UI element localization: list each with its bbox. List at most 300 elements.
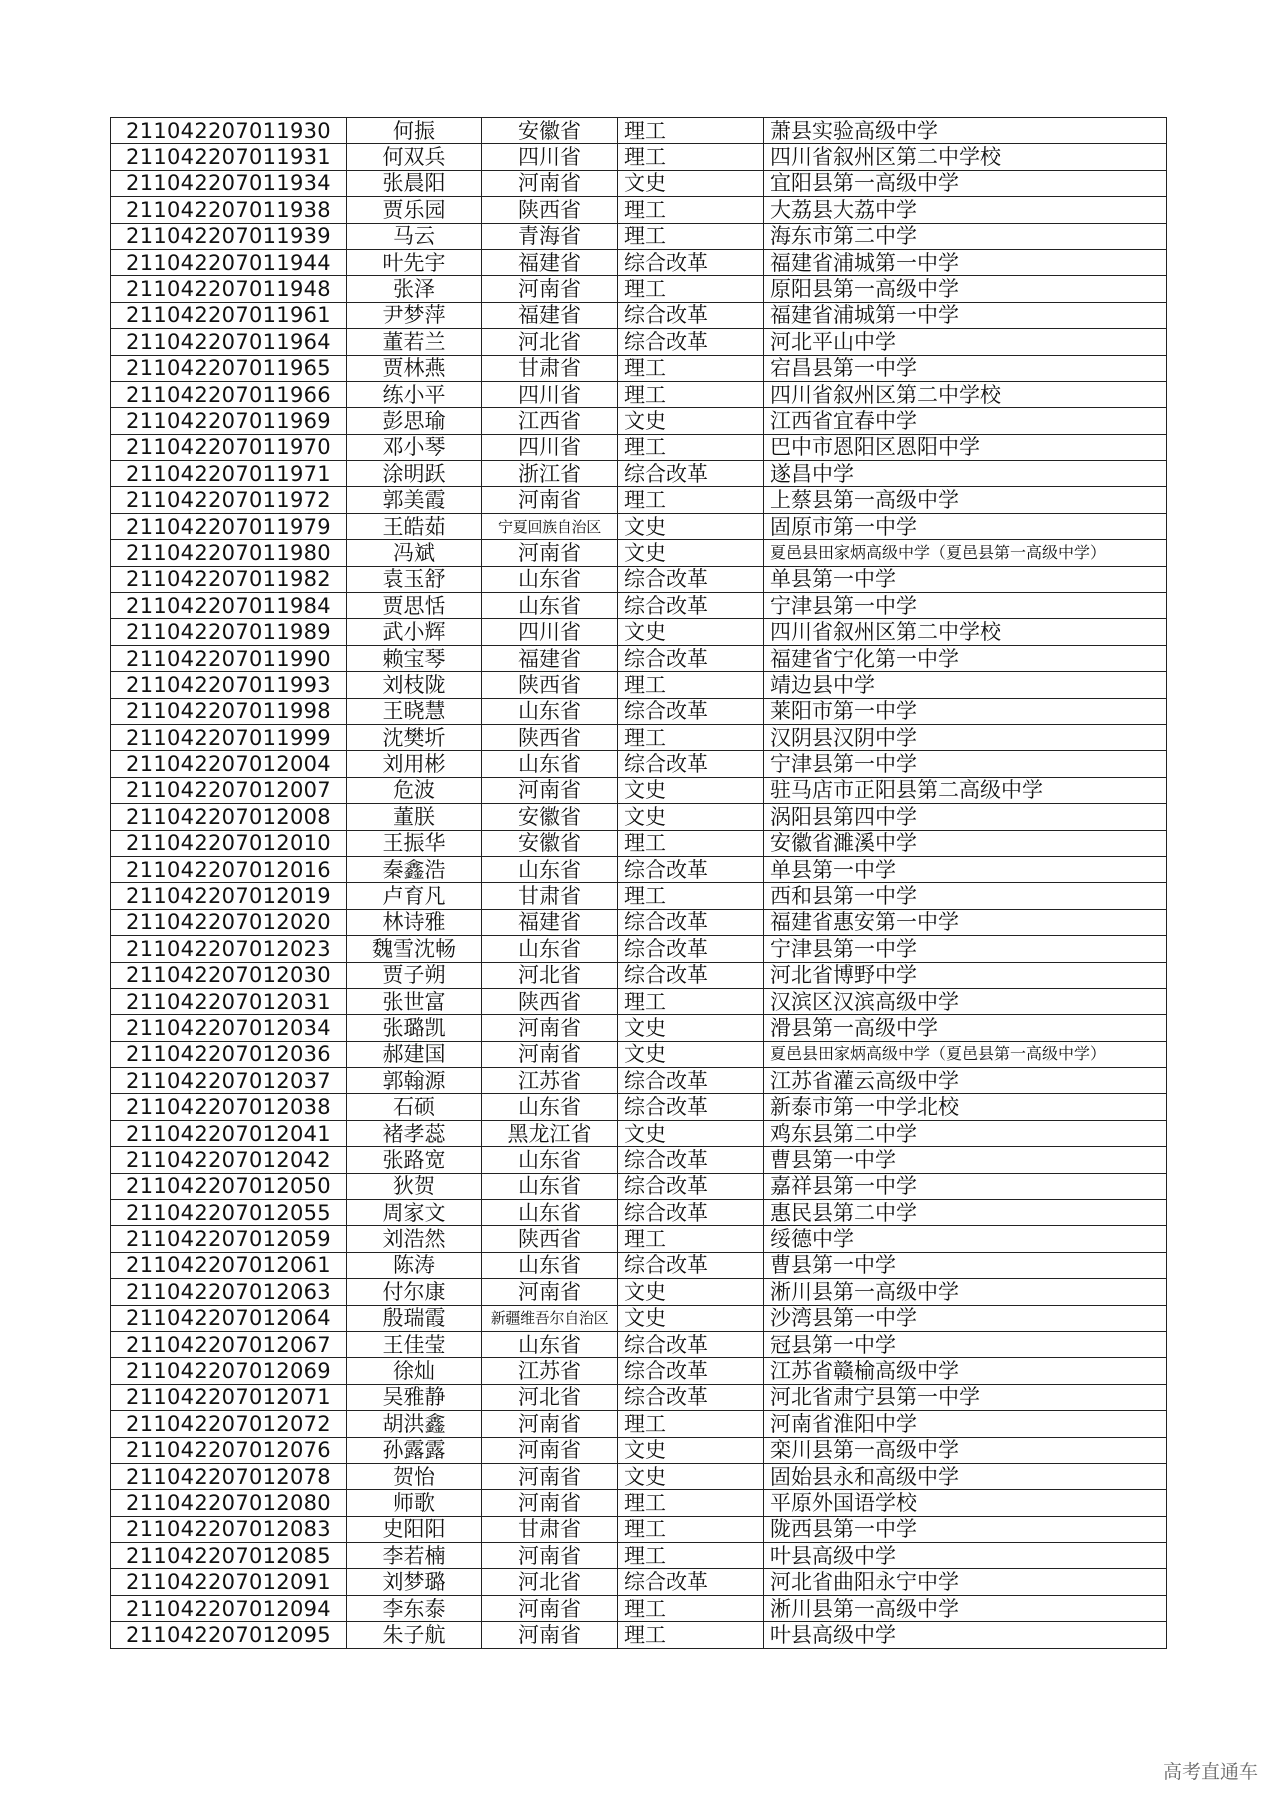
province-cell: 河北省 bbox=[482, 1569, 618, 1595]
student-id-cell: 211042207011934 bbox=[111, 170, 347, 196]
province-cell: 山东省 bbox=[482, 751, 618, 777]
province-cell: 山东省 bbox=[482, 856, 618, 882]
table-row bbox=[111, 1411, 1167, 1437]
student-name-cell: 王皓茹 bbox=[347, 513, 482, 539]
province-cell: 山东省 bbox=[482, 1173, 618, 1199]
student-id-cell: 211042207012020 bbox=[111, 909, 347, 935]
student-id-cell: 211042207012059 bbox=[111, 1226, 347, 1252]
student-name-cell: 胡洪鑫 bbox=[347, 1411, 482, 1437]
student-name-cell: 史阳阳 bbox=[347, 1516, 482, 1542]
student-id-cell: 211042207011966 bbox=[111, 381, 347, 407]
subject-category-cell: 综合改革 bbox=[618, 698, 764, 724]
subject-category-cell: 综合改革 bbox=[618, 1068, 764, 1094]
school-cell: 汉阴县汉阴中学 bbox=[764, 724, 1167, 750]
student-id-cell: 211042207012030 bbox=[111, 962, 347, 988]
student-name-cell: 狄贺 bbox=[347, 1173, 482, 1199]
watermark-label: 高考直通车 bbox=[1162, 1761, 1258, 1783]
table-row bbox=[111, 619, 1167, 645]
student-id-cell: 211042207012061 bbox=[111, 1252, 347, 1278]
subject-category-cell: 理工 bbox=[618, 118, 764, 144]
student-name-cell: 卢育凡 bbox=[347, 883, 482, 909]
student-id-cell: 211042207012091 bbox=[111, 1569, 347, 1595]
student-id-cell: 211042207012008 bbox=[111, 804, 347, 830]
subject-category-cell: 文史 bbox=[618, 1041, 764, 1067]
student-id-cell: 211042207011993 bbox=[111, 672, 347, 698]
student-id-cell: 211042207012023 bbox=[111, 936, 347, 962]
student-name-cell: 李若楠 bbox=[347, 1543, 482, 1569]
province-cell: 四川省 bbox=[482, 619, 618, 645]
table-row bbox=[111, 513, 1167, 539]
table-row bbox=[111, 408, 1167, 434]
province-cell: 江苏省 bbox=[482, 1068, 618, 1094]
table-row bbox=[111, 118, 1167, 144]
student-id-cell: 211042207012063 bbox=[111, 1279, 347, 1305]
subject-category-cell: 理工 bbox=[618, 197, 764, 223]
student-name-cell: 师歌 bbox=[347, 1490, 482, 1516]
subject-category-cell: 综合改革 bbox=[618, 856, 764, 882]
subject-category-cell: 综合改革 bbox=[618, 593, 764, 619]
province-cell: 青海省 bbox=[482, 223, 618, 249]
subject-category-cell: 综合改革 bbox=[618, 751, 764, 777]
school-cell: 上蔡县第一高级中学 bbox=[764, 487, 1167, 513]
subject-category-cell: 综合改革 bbox=[618, 936, 764, 962]
school-cell: 宁津县第一中学 bbox=[764, 751, 1167, 777]
province-cell: 福建省 bbox=[482, 909, 618, 935]
province-cell: 河南省 bbox=[482, 1543, 618, 1569]
student-name-cell: 朱子航 bbox=[347, 1622, 482, 1648]
school-cell: 河北省曲阳永宁中学 bbox=[764, 1569, 1167, 1595]
table-row bbox=[111, 276, 1167, 302]
subject-category-cell: 理工 bbox=[618, 1516, 764, 1542]
table-row bbox=[111, 777, 1167, 803]
subject-category-cell: 综合改革 bbox=[618, 645, 764, 671]
subject-category-cell: 综合改革 bbox=[618, 962, 764, 988]
province-cell: 山东省 bbox=[482, 1200, 618, 1226]
province-cell: 河南省 bbox=[482, 487, 618, 513]
province-cell: 四川省 bbox=[482, 381, 618, 407]
student-name-cell: 魏雪沈畅 bbox=[347, 936, 482, 962]
province-cell: 河南省 bbox=[482, 276, 618, 302]
table-row bbox=[111, 1569, 1167, 1595]
student-id-cell: 211042207011944 bbox=[111, 249, 347, 275]
table-row bbox=[111, 1279, 1167, 1305]
school-cell: 夏邑县田家炳高级中学（夏邑县第一高级中学） bbox=[764, 540, 1167, 566]
subject-category-cell: 理工 bbox=[618, 1543, 764, 1569]
student-name-cell: 沈樊圻 bbox=[347, 724, 482, 750]
school-cell: 河南省淮阳中学 bbox=[764, 1411, 1167, 1437]
school-cell: 汉滨区汉滨高级中学 bbox=[764, 988, 1167, 1014]
student-name-cell: 刘浩然 bbox=[347, 1226, 482, 1252]
school-cell: 巴中市恩阳区恩阳中学 bbox=[764, 434, 1167, 460]
table-row bbox=[111, 988, 1167, 1014]
subject-category-cell: 理工 bbox=[618, 1595, 764, 1621]
province-cell: 河南省 bbox=[482, 1015, 618, 1041]
table-row bbox=[111, 540, 1167, 566]
student-id-cell: 211042207012037 bbox=[111, 1068, 347, 1094]
subject-category-cell: 文史 bbox=[618, 619, 764, 645]
student-name-cell: 刘枝陇 bbox=[347, 672, 482, 698]
school-cell: 大荔县大荔中学 bbox=[764, 197, 1167, 223]
subject-category-cell: 理工 bbox=[618, 144, 764, 170]
subject-category-cell: 文史 bbox=[618, 777, 764, 803]
province-cell: 陕西省 bbox=[482, 724, 618, 750]
province-cell: 河南省 bbox=[482, 1041, 618, 1067]
province-cell: 福建省 bbox=[482, 249, 618, 275]
subject-category-cell: 综合改革 bbox=[618, 909, 764, 935]
subject-category-cell: 理工 bbox=[618, 672, 764, 698]
subject-category-cell: 综合改革 bbox=[618, 566, 764, 592]
province-cell: 陕西省 bbox=[482, 672, 618, 698]
table-row bbox=[111, 1120, 1167, 1146]
table-row bbox=[111, 672, 1167, 698]
student-name-cell: 吴雅静 bbox=[347, 1384, 482, 1410]
school-cell: 鸡东县第二中学 bbox=[764, 1120, 1167, 1146]
subject-category-cell: 综合改革 bbox=[618, 1094, 764, 1120]
student-id-cell: 211042207011969 bbox=[111, 408, 347, 434]
table-row bbox=[111, 1384, 1167, 1410]
subject-category-cell: 综合改革 bbox=[618, 1331, 764, 1357]
school-cell: 栾川县第一高级中学 bbox=[764, 1437, 1167, 1463]
subject-category-cell: 理工 bbox=[618, 988, 764, 1014]
province-cell: 山东省 bbox=[482, 1094, 618, 1120]
school-cell: 宜阳县第一高级中学 bbox=[764, 170, 1167, 196]
province-cell: 河南省 bbox=[482, 170, 618, 196]
subject-category-cell: 综合改革 bbox=[618, 302, 764, 328]
province-cell: 河北省 bbox=[482, 962, 618, 988]
table-row bbox=[111, 197, 1167, 223]
student-id-cell: 211042207012031 bbox=[111, 988, 347, 1014]
admission-list-table bbox=[110, 117, 1167, 1649]
student-name-cell: 王振华 bbox=[347, 830, 482, 856]
table-row bbox=[111, 461, 1167, 487]
table-row bbox=[111, 144, 1167, 170]
student-name-cell: 武小辉 bbox=[347, 619, 482, 645]
province-cell: 安徽省 bbox=[482, 118, 618, 144]
subject-category-cell: 理工 bbox=[618, 355, 764, 381]
school-cell: 淅川县第一高级中学 bbox=[764, 1279, 1167, 1305]
province-cell: 甘肃省 bbox=[482, 355, 618, 381]
student-name-cell: 陈涛 bbox=[347, 1252, 482, 1278]
student-id-cell: 211042207012069 bbox=[111, 1358, 347, 1384]
subject-category-cell: 综合改革 bbox=[618, 1384, 764, 1410]
table-row bbox=[111, 566, 1167, 592]
student-id-cell: 211042207012038 bbox=[111, 1094, 347, 1120]
student-name-cell: 贾思恬 bbox=[347, 593, 482, 619]
student-id-cell: 211042207012050 bbox=[111, 1173, 347, 1199]
student-name-cell: 董朕 bbox=[347, 804, 482, 830]
school-cell: 驻马店市正阳县第二高级中学 bbox=[764, 777, 1167, 803]
school-cell: 嘉祥县第一中学 bbox=[764, 1173, 1167, 1199]
student-name-cell: 张晨阳 bbox=[347, 170, 482, 196]
school-cell: 莱阳市第一中学 bbox=[764, 698, 1167, 724]
student-id-cell: 211042207012041 bbox=[111, 1120, 347, 1146]
student-id-cell: 211042207011990 bbox=[111, 645, 347, 671]
province-cell: 山东省 bbox=[482, 936, 618, 962]
school-cell: 陇西县第一中学 bbox=[764, 1516, 1167, 1542]
student-id-cell: 211042207011999 bbox=[111, 724, 347, 750]
student-name-cell: 彭思瑜 bbox=[347, 408, 482, 434]
student-id-cell: 211042207011938 bbox=[111, 197, 347, 223]
province-cell: 宁夏回族自治区 bbox=[482, 513, 618, 539]
province-cell: 河南省 bbox=[482, 1411, 618, 1437]
province-cell: 四川省 bbox=[482, 144, 618, 170]
subject-category-cell: 理工 bbox=[618, 1490, 764, 1516]
school-cell: 固原市第一中学 bbox=[764, 513, 1167, 539]
subject-category-cell: 综合改革 bbox=[618, 1252, 764, 1278]
student-name-cell: 林诗雅 bbox=[347, 909, 482, 935]
student-name-cell: 贾乐园 bbox=[347, 197, 482, 223]
student-id-cell: 211042207011982 bbox=[111, 566, 347, 592]
school-cell: 海东市第二中学 bbox=[764, 223, 1167, 249]
table-row bbox=[111, 804, 1167, 830]
province-cell: 河南省 bbox=[482, 1437, 618, 1463]
school-cell: 固始县永和高级中学 bbox=[764, 1463, 1167, 1489]
student-id-cell: 211042207012019 bbox=[111, 883, 347, 909]
province-cell: 陕西省 bbox=[482, 1226, 618, 1252]
student-id-cell: 211042207012055 bbox=[111, 1200, 347, 1226]
student-name-cell: 殷瑞霞 bbox=[347, 1305, 482, 1331]
student-name-cell: 贾林燕 bbox=[347, 355, 482, 381]
table-row bbox=[111, 223, 1167, 249]
student-name-cell: 郭翰源 bbox=[347, 1068, 482, 1094]
school-cell: 原阳县第一高级中学 bbox=[764, 276, 1167, 302]
student-id-cell: 211042207012094 bbox=[111, 1595, 347, 1621]
school-cell: 河北平山中学 bbox=[764, 329, 1167, 355]
school-cell: 淅川县第一高级中学 bbox=[764, 1595, 1167, 1621]
table-row bbox=[111, 302, 1167, 328]
table-row bbox=[111, 1331, 1167, 1357]
table-row bbox=[111, 856, 1167, 882]
province-cell: 安徽省 bbox=[482, 804, 618, 830]
student-name-cell: 周家文 bbox=[347, 1200, 482, 1226]
province-cell: 甘肃省 bbox=[482, 1516, 618, 1542]
student-name-cell: 何振 bbox=[347, 118, 482, 144]
province-cell: 山东省 bbox=[482, 566, 618, 592]
school-cell: 滑县第一高级中学 bbox=[764, 1015, 1167, 1041]
table-row bbox=[111, 1490, 1167, 1516]
school-cell: 福建省宁化第一中学 bbox=[764, 645, 1167, 671]
school-cell: 宕昌县第一中学 bbox=[764, 355, 1167, 381]
school-cell: 曹县第一中学 bbox=[764, 1252, 1167, 1278]
province-cell: 河北省 bbox=[482, 329, 618, 355]
student-name-cell: 邓小琴 bbox=[347, 434, 482, 460]
subject-category-cell: 综合改革 bbox=[618, 249, 764, 275]
table-row bbox=[111, 724, 1167, 750]
student-id-cell: 211042207011939 bbox=[111, 223, 347, 249]
table-body bbox=[111, 118, 1167, 1649]
student-name-cell: 贾子朔 bbox=[347, 962, 482, 988]
subject-category-cell: 理工 bbox=[618, 487, 764, 513]
student-id-cell: 211042207012034 bbox=[111, 1015, 347, 1041]
table-row bbox=[111, 434, 1167, 460]
student-id-cell: 211042207011965 bbox=[111, 355, 347, 381]
subject-category-cell: 理工 bbox=[618, 883, 764, 909]
table-row bbox=[111, 751, 1167, 777]
subject-category-cell: 文史 bbox=[618, 1279, 764, 1305]
student-name-cell: 赖宝琴 bbox=[347, 645, 482, 671]
student-id-cell: 211042207012080 bbox=[111, 1490, 347, 1516]
student-name-cell: 刘梦璐 bbox=[347, 1569, 482, 1595]
subject-category-cell: 理工 bbox=[618, 434, 764, 460]
student-id-cell: 211042207011931 bbox=[111, 144, 347, 170]
student-id-cell: 211042207011984 bbox=[111, 593, 347, 619]
subject-category-cell: 文史 bbox=[618, 170, 764, 196]
student-id-cell: 211042207012064 bbox=[111, 1305, 347, 1331]
school-cell: 四川省叙州区第二中学校 bbox=[764, 619, 1167, 645]
student-id-cell: 211042207011989 bbox=[111, 619, 347, 645]
school-cell: 宁津县第一中学 bbox=[764, 593, 1167, 619]
student-id-cell: 211042207012004 bbox=[111, 751, 347, 777]
student-name-cell: 何双兵 bbox=[347, 144, 482, 170]
province-cell: 安徽省 bbox=[482, 830, 618, 856]
table-row bbox=[111, 1173, 1167, 1199]
province-cell: 河南省 bbox=[482, 1595, 618, 1621]
student-name-cell: 袁玉舒 bbox=[347, 566, 482, 592]
subject-category-cell: 综合改革 bbox=[618, 329, 764, 355]
student-name-cell: 孙露露 bbox=[347, 1437, 482, 1463]
school-cell: 江苏省赣榆高级中学 bbox=[764, 1358, 1167, 1384]
subject-category-cell: 综合改革 bbox=[618, 1358, 764, 1384]
province-cell: 河南省 bbox=[482, 1490, 618, 1516]
student-id-cell: 211042207011964 bbox=[111, 329, 347, 355]
student-name-cell: 贺怡 bbox=[347, 1463, 482, 1489]
subject-category-cell: 理工 bbox=[618, 1622, 764, 1648]
student-id-cell: 211042207012067 bbox=[111, 1331, 347, 1357]
school-cell: 福建省浦城第一中学 bbox=[764, 302, 1167, 328]
subject-category-cell: 文史 bbox=[618, 540, 764, 566]
table-row bbox=[111, 1543, 1167, 1569]
subject-category-cell: 理工 bbox=[618, 1411, 764, 1437]
subject-category-cell: 文史 bbox=[618, 804, 764, 830]
table-row bbox=[111, 1200, 1167, 1226]
student-name-cell: 王佳莹 bbox=[347, 1331, 482, 1357]
province-cell: 福建省 bbox=[482, 645, 618, 671]
province-cell: 江西省 bbox=[482, 408, 618, 434]
subject-category-cell: 理工 bbox=[618, 830, 764, 856]
table-row bbox=[111, 1437, 1167, 1463]
province-cell: 浙江省 bbox=[482, 461, 618, 487]
province-cell: 河南省 bbox=[482, 1622, 618, 1648]
table-row bbox=[111, 1595, 1167, 1621]
province-cell: 河北省 bbox=[482, 1384, 618, 1410]
school-cell: 单县第一中学 bbox=[764, 856, 1167, 882]
school-cell: 沙湾县第一中学 bbox=[764, 1305, 1167, 1331]
subject-category-cell: 文史 bbox=[618, 513, 764, 539]
school-cell: 遂昌中学 bbox=[764, 461, 1167, 487]
subject-category-cell: 综合改革 bbox=[618, 1173, 764, 1199]
table-row bbox=[111, 936, 1167, 962]
table-row bbox=[111, 645, 1167, 671]
student-id-cell: 211042207011998 bbox=[111, 698, 347, 724]
table-row bbox=[111, 1094, 1167, 1120]
student-name-cell: 张璐凯 bbox=[347, 1015, 482, 1041]
student-id-cell: 211042207011948 bbox=[111, 276, 347, 302]
school-cell: 四川省叙州区第二中学校 bbox=[764, 381, 1167, 407]
school-cell: 涡阳县第四中学 bbox=[764, 804, 1167, 830]
subject-category-cell: 理工 bbox=[618, 223, 764, 249]
subject-category-cell: 文史 bbox=[618, 1305, 764, 1331]
student-id-cell: 211042207012072 bbox=[111, 1411, 347, 1437]
student-id-cell: 211042207012016 bbox=[111, 856, 347, 882]
province-cell: 江苏省 bbox=[482, 1358, 618, 1384]
subject-category-cell: 综合改革 bbox=[618, 1569, 764, 1595]
school-cell: 江苏省灌云高级中学 bbox=[764, 1068, 1167, 1094]
province-cell: 山东省 bbox=[482, 1147, 618, 1173]
school-cell: 安徽省濉溪中学 bbox=[764, 830, 1167, 856]
subject-category-cell: 理工 bbox=[618, 381, 764, 407]
subject-category-cell: 理工 bbox=[618, 1226, 764, 1252]
student-name-cell: 张泽 bbox=[347, 276, 482, 302]
school-cell: 福建省浦城第一中学 bbox=[764, 249, 1167, 275]
table-row bbox=[111, 909, 1167, 935]
school-cell: 冠县第一中学 bbox=[764, 1331, 1167, 1357]
province-cell: 山东省 bbox=[482, 1331, 618, 1357]
table-row bbox=[111, 1305, 1167, 1331]
school-cell: 四川省叙州区第二中学校 bbox=[764, 144, 1167, 170]
student-name-cell: 郭美霞 bbox=[347, 487, 482, 513]
table-row bbox=[111, 487, 1167, 513]
subject-category-cell: 综合改革 bbox=[618, 1147, 764, 1173]
table-row bbox=[111, 1147, 1167, 1173]
province-cell: 山东省 bbox=[482, 1252, 618, 1278]
province-cell: 福建省 bbox=[482, 302, 618, 328]
student-id-cell: 211042207012010 bbox=[111, 830, 347, 856]
student-id-cell: 211042207012007 bbox=[111, 777, 347, 803]
table-row bbox=[111, 1622, 1167, 1648]
school-cell: 萧县实验高级中学 bbox=[764, 118, 1167, 144]
student-name-cell: 冯斌 bbox=[347, 540, 482, 566]
province-cell: 甘肃省 bbox=[482, 883, 618, 909]
subject-category-cell: 文史 bbox=[618, 1120, 764, 1146]
school-cell: 平原外国语学校 bbox=[764, 1490, 1167, 1516]
student-name-cell: 涂明跃 bbox=[347, 461, 482, 487]
student-id-cell: 211042207012083 bbox=[111, 1516, 347, 1542]
province-cell: 河南省 bbox=[482, 1279, 618, 1305]
province-cell: 河南省 bbox=[482, 777, 618, 803]
student-name-cell: 马云 bbox=[347, 223, 482, 249]
table-row bbox=[111, 381, 1167, 407]
school-cell: 叶县高级中学 bbox=[764, 1622, 1167, 1648]
school-cell: 河北省肃宁县第一中学 bbox=[764, 1384, 1167, 1410]
province-cell: 山东省 bbox=[482, 698, 618, 724]
student-id-cell: 211042207012078 bbox=[111, 1463, 347, 1489]
table-row bbox=[111, 355, 1167, 381]
student-name-cell: 练小平 bbox=[347, 381, 482, 407]
student-name-cell: 李东泰 bbox=[347, 1595, 482, 1621]
school-cell: 江西省宜春中学 bbox=[764, 408, 1167, 434]
school-cell: 惠民县第二中学 bbox=[764, 1200, 1167, 1226]
subject-category-cell: 理工 bbox=[618, 724, 764, 750]
subject-category-cell: 文史 bbox=[618, 408, 764, 434]
table-row bbox=[111, 593, 1167, 619]
student-name-cell: 褚孝蕊 bbox=[347, 1120, 482, 1146]
student-name-cell: 付尔康 bbox=[347, 1279, 482, 1305]
school-cell: 夏邑县田家炳高级中学（夏邑县第一高级中学） bbox=[764, 1041, 1167, 1067]
province-cell: 陕西省 bbox=[482, 197, 618, 223]
province-cell: 河南省 bbox=[482, 1463, 618, 1489]
table-row bbox=[111, 1358, 1167, 1384]
student-name-cell: 秦鑫浩 bbox=[347, 856, 482, 882]
subject-category-cell: 综合改革 bbox=[618, 1200, 764, 1226]
school-cell: 单县第一中学 bbox=[764, 566, 1167, 592]
student-name-cell: 王晓慧 bbox=[347, 698, 482, 724]
table-row bbox=[111, 1252, 1167, 1278]
student-id-cell: 211042207012095 bbox=[111, 1622, 347, 1648]
province-cell: 山东省 bbox=[482, 593, 618, 619]
student-name-cell: 徐灿 bbox=[347, 1358, 482, 1384]
student-id-cell: 211042207011972 bbox=[111, 487, 347, 513]
school-cell: 曹县第一中学 bbox=[764, 1147, 1167, 1173]
